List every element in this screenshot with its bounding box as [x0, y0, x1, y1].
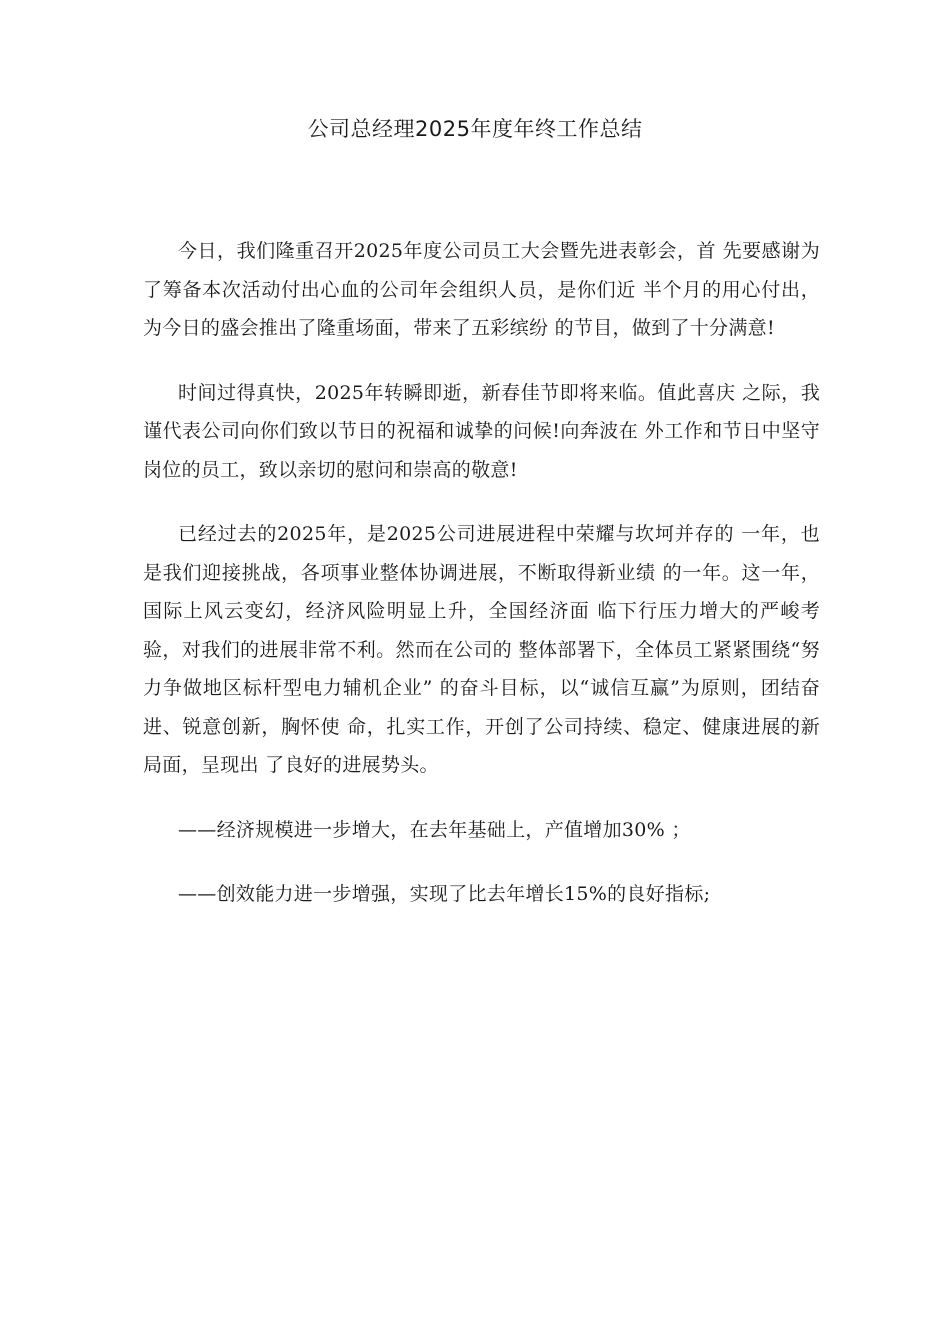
paragraph-year-review: 已经过去的2025年，是2025公司进展进程中荣耀与坎坷并存的 一年，也是我们迎接挑战，各项事业整体协调进展，不断取得新业绩 的一年。这一年，国际上风云变幻，经济风险明显上升，全国经济面 临下行压力增大的严峻考验，对我们的进展非常不利。然而在公司的 整体部署下，全体员工紧紧围绕“努力争做地区标杆型电力辅机企业” 的奋斗目标，以“诚信互赢”为原则，团结奋进、锐意创新，胸怀使 命，扎实工作，开创了公司持续、稳定、健康进展的新局面，呈现出 了良好的进展势头。 [143, 523, 820, 776]
document-body [143, 232, 820, 940]
paragraph-opening: 今日，我们隆重召开2025年度公司员工大会暨先进表彰会，首 先要感谢为了筹备本次活动付出心血的公司年会组织人员，是你们近 半个月的用心付出，为今日的盛会推出了隆重场面，带来了五彩缤纷 的节目，做到了十分满意! [143, 240, 820, 339]
bullet-profitability: ——创效能力进一步增强，实现了比去年增长15%的良好指标; [178, 883, 711, 905]
bullet-economic-scale: ——经济规模进一步增大，在去年基础上，产值增加30% ； [178, 818, 691, 841]
paragraph-new-year-greeting: 时间过得真快，2025年转瞬即逝，新春佳节即将来临。值此喜庆 之际，我谨代表公司向你们致以节日的祝福和诚挚的问候!向奔波在 外工作和节日中坚守岗位的员工，致以亲切的慰问和崇高的敬意! [143, 381, 820, 481]
document-title: 公司总经理2025年度年终工作总结 [307, 117, 643, 141]
